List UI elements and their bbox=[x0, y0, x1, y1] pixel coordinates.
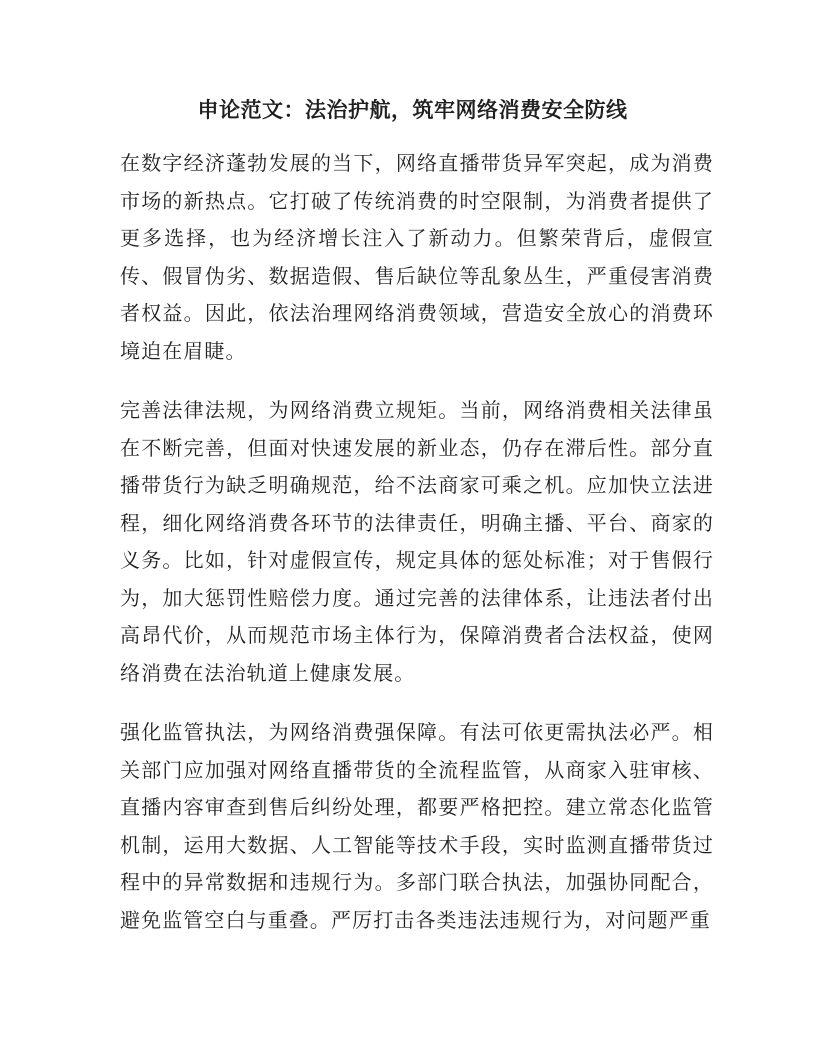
paragraph-legislation: 完善法律法规，为网络消费立规矩。当前，网络消费相关法律虽在不断完善，但面对快速发展的新业态，仍存在滞后性。部分直播带货行为缺乏明确规范，给不法商家可乘之机。应加快立法进程，细化网络消费各环节的法律责任，明确主播、平台、商家的义务。比如，针对虚假宣传，规定具体的惩处标准；对于售假行为，加大惩罚性赔偿力度。通过完善的法律体系，让违法者付出高昂代价，从而规范市场主体行为，保障消费者合法权益，使网络消费在法治轨道上健康发展。 bbox=[120, 400, 714, 685]
document-body bbox=[120, 146, 714, 940]
document-title: 申论范文：法治护航，筑牢网络消费安全防线 bbox=[197, 98, 628, 122]
paragraph-enforcement: 强化监管执法，为网络消费强保障。有法可依更需执法必严。相关部门应加强对网络直播带货的全流程监管，从商家入驻审核、直播内容审查到售后纠纷处理，都要严格把控。建立常态化监管机制，运用大数据、人工智能等技术手段，实时监测直播带货过程中的异常数据和违规行为。多部门联合执法，加强协同配合，避免监管空白与重叠。严厉打击各类违法违规行为，对问题严重 bbox=[120, 722, 714, 932]
paragraph-intro: 在数字经济蓬勃发展的当下，网络直播带货异军突起，成为消费市场的新热点。它打破了传统消费的时空限制，为消费者提供了更多选择，也为经济增长注入了新动力。但繁荣背后，虚假宣传、假冒伪劣、数据造假、售后缺位等乱象丛生，严重侵害消费者权益。因此，依法治理网络消费领域，营造安全放心的消费环境迫在眉睫。 bbox=[120, 153, 714, 363]
